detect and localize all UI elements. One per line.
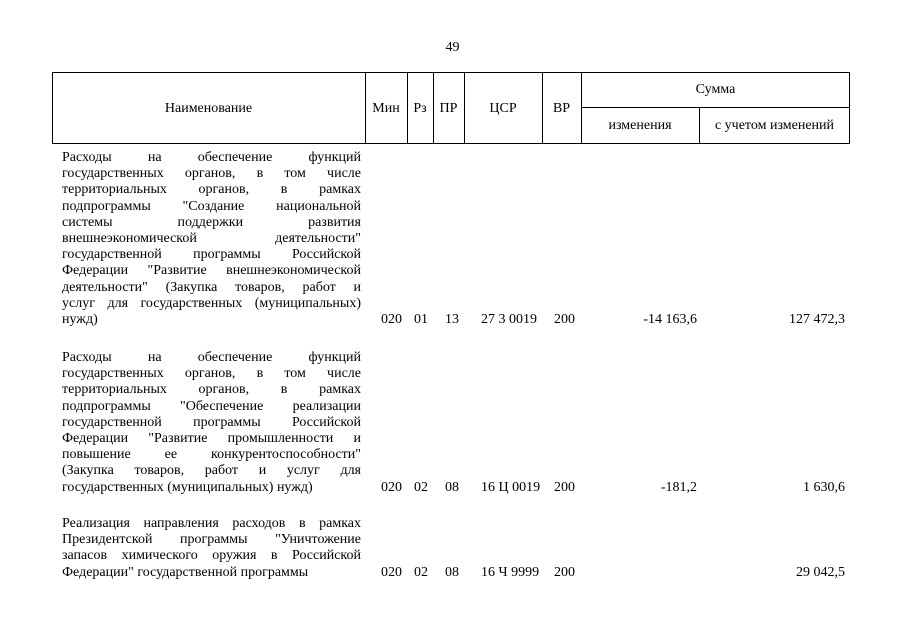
header-vr: ВР xyxy=(552,100,571,116)
row-name-line: запасов химического оружия в Российской xyxy=(62,548,361,564)
cell-min: 020 xyxy=(381,479,402,495)
header-min: Мин xyxy=(372,100,400,116)
cell-with-changes: 29 042,5 xyxy=(796,564,845,580)
row-name-line: нужд) xyxy=(62,312,98,328)
row-name-line: подпрограммы "Создание национальной xyxy=(62,198,361,214)
cell-pr: 08 xyxy=(445,564,459,580)
cell-csr: 27 3 0019 xyxy=(481,312,537,327)
cell-with-changes: 127 472,3 xyxy=(789,312,845,327)
cell-rz: 01 xyxy=(414,312,428,327)
row-name-line: государственной программы Российской xyxy=(62,414,361,430)
row-name-line: государственных органов, в том числе xyxy=(62,366,361,382)
cell-csr: 16 Ч 9999 xyxy=(481,564,540,580)
row-name-line: Федерации "Развитие промышленности и xyxy=(62,431,361,447)
cell-pr: 13 xyxy=(445,312,459,327)
row-name-line: внешнеэкономической деятельности" xyxy=(62,231,361,247)
row-name-line: Президентской программы "Уничтожение xyxy=(62,532,361,548)
cell-min: 020 xyxy=(381,312,402,327)
row-name-line: Федерации "Развитие внешнеэкономической xyxy=(62,263,361,279)
row-name-line: (Закупка товаров, работ и услуг для xyxy=(62,463,361,479)
row-name-line: территориальных органов, в рамках xyxy=(62,182,361,198)
row-name-line: государственных органов, в том числе xyxy=(62,166,361,182)
row-name-line: Реализация направления расходов в рамках xyxy=(62,516,361,531)
cell-vr: 200 xyxy=(554,564,575,580)
cell-change: -14 163,6 xyxy=(643,312,697,327)
cell-min: 020 xyxy=(381,564,402,580)
row-name xyxy=(62,516,361,581)
header-change: изменения xyxy=(608,118,672,133)
cell-vr: 200 xyxy=(554,312,575,327)
row-name-line: Федерации" государственной программы xyxy=(62,564,309,580)
row-name-line: территориальных органов, в рамках xyxy=(62,382,361,398)
row-name-line: повышение ее конкурентоспособности" xyxy=(62,447,361,463)
header-sum: Сумма xyxy=(695,82,736,97)
page-number: 49 xyxy=(445,40,460,55)
row-name-line: деятельности" (Закупка товаров, работ и xyxy=(62,279,361,295)
row-name-line: Расходы на обеспечение функций xyxy=(62,350,361,365)
cell-rz: 02 xyxy=(414,564,428,580)
row-name-line: Расходы на обеспечение функций xyxy=(62,150,361,165)
header-csr: ЦСР xyxy=(489,100,517,116)
cell-pr: 08 xyxy=(445,479,459,495)
cell-change: -181,2 xyxy=(660,479,697,495)
row-name-line: системы поддержки развития xyxy=(62,214,361,230)
row-name xyxy=(62,350,361,496)
header-name: Наименование xyxy=(164,100,253,116)
header-rz: Рз xyxy=(413,100,427,116)
row-name-line: услуг для государственных (муниципальных) xyxy=(62,295,361,311)
cell-vr: 200 xyxy=(554,479,575,495)
header-pr: ПР xyxy=(439,100,458,116)
cell-with-changes: 1 630,6 xyxy=(803,479,845,495)
row-name-line: государственных (муниципальных) нужд) xyxy=(62,479,313,495)
row-name-line: государственной программы Российской xyxy=(62,247,361,263)
cell-csr: 16 Ц 0019 xyxy=(481,479,541,495)
table-header xyxy=(52,72,850,144)
header-with-changes: с учетом изменений xyxy=(714,118,835,133)
cell-rz: 02 xyxy=(414,479,428,495)
row-name xyxy=(62,150,361,328)
row-name-line: подпрограммы "Обеспечение реализации xyxy=(62,398,361,414)
